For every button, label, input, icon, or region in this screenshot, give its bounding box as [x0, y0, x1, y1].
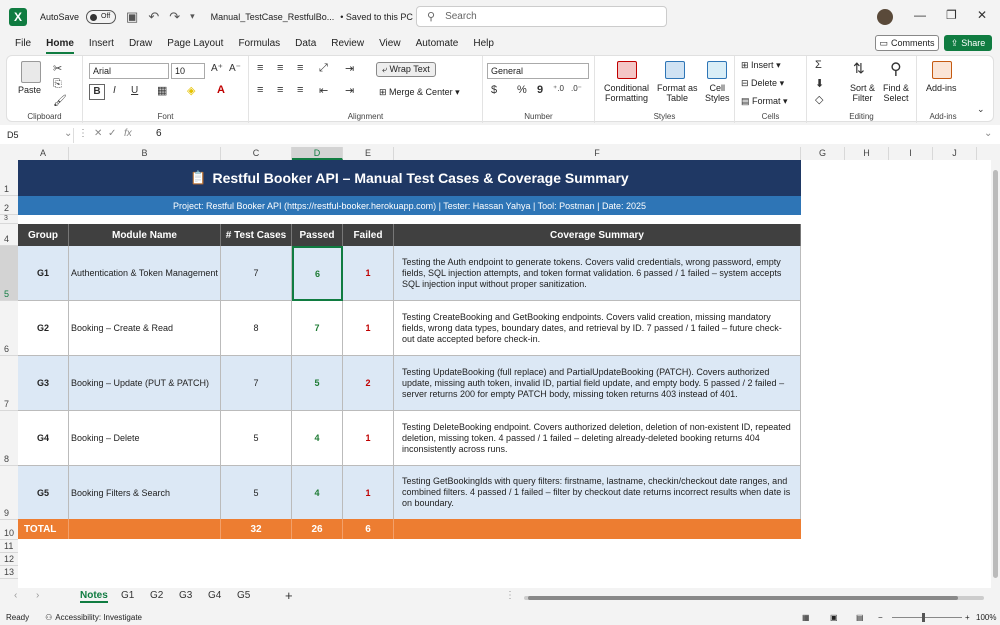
cell-styles-line2: Styles — [705, 93, 730, 103]
cell-styles-line1: Cell — [709, 83, 726, 93]
align-center-icon[interactable]: ≡ — [277, 84, 284, 96]
more-icon: ⋮ — [78, 128, 88, 139]
decrease-font-icon[interactable]: A⁻ — [229, 63, 241, 74]
merge-label: Merge & Center — [389, 87, 453, 97]
page-layout-view-icon[interactable]: ▣ — [830, 613, 838, 622]
vertical-scroll-thumb[interactable] — [993, 170, 998, 578]
comments-label: Comments — [891, 38, 935, 48]
passed-cell[interactable]: 4 — [292, 466, 343, 520]
sheet-title[interactable] — [18, 160, 801, 196]
share-icon: ⇪ — [950, 37, 959, 48]
name-box-dropdown-icon[interactable]: ⌄ — [64, 128, 73, 139]
failed-cell[interactable]: 1 — [343, 411, 394, 466]
styles-group — [595, 56, 735, 123]
summary-cell[interactable]: Testing GetBookingIds with query filters: firstname, lastname, checkin/checkout date ranges, and combined filters. 4 passed / 1 failed – filter by checkout date returns incorrect results when date is on boundary. — [394, 466, 801, 520]
horizontal-scroll-thumb[interactable] — [528, 596, 958, 600]
row-header-2[interactable]: 2 — [0, 196, 18, 215]
addins-label: Add-ins — [929, 112, 957, 121]
comments-icon: ▭ — [879, 37, 888, 48]
format-table-button[interactable] — [657, 83, 698, 103]
status-bar — [0, 610, 1000, 625]
find-select-icon: ⚲ — [890, 61, 902, 78]
alignment-group — [249, 56, 483, 123]
number-group — [483, 56, 595, 123]
indent-icon[interactable]: ⇥ — [345, 63, 355, 75]
row-header-13[interactable]: 13 — [0, 566, 18, 579]
borders-icon[interactable]: ▦ — [157, 85, 168, 97]
passed-cell[interactable]: 6 — [292, 246, 343, 301]
column-header-a[interactable]: A — [18, 147, 69, 160]
font-color-icon[interactable]: A — [217, 84, 225, 96]
header-coverage[interactable]: Coverage Summary — [394, 224, 801, 246]
cases-cell[interactable]: 5 — [221, 466, 292, 520]
insert-cells-button[interactable]: ⊞ Insert ▾ — [741, 60, 781, 70]
align-right-icon[interactable]: ≡ — [297, 84, 304, 96]
delete-cells-button[interactable]: ⊟ Delete ▾ — [741, 78, 785, 88]
confirm-entry-icon[interactable]: ✓ — [108, 128, 117, 139]
menu-draw[interactable]: Draw — [128, 38, 153, 49]
tab-g3[interactable]: G3 — [179, 590, 193, 601]
row-header-3[interactable]: 3 — [0, 215, 18, 224]
user-avatar[interactable] — [877, 9, 893, 25]
cell-styles-button[interactable] — [705, 83, 730, 103]
collapse-ribbon-icon[interactable]: ⌄ — [977, 104, 985, 114]
menu-automate[interactable]: Automate — [415, 38, 459, 49]
module-cell[interactable]: Booking – Delete — [69, 411, 221, 466]
copy-icon[interactable]: ⎘ — [53, 78, 62, 90]
zoom-slider[interactable] — [892, 617, 962, 618]
module-cell[interactable]: Booking – Update (PUT & PATCH) — [69, 356, 221, 411]
customize-toolbar-icon[interactable]: ▾ — [190, 11, 195, 21]
passed-cell[interactable]: 7 — [292, 301, 343, 356]
column-header-h[interactable]: H — [845, 147, 889, 160]
conditional-formatting-button[interactable] — [604, 83, 649, 103]
failed-cell[interactable]: 1 — [343, 246, 394, 301]
saved-status[interactable]: • Saved to this PC — [340, 11, 413, 22]
header-failed[interactable]: Failed — [343, 224, 394, 246]
clipboard-label: Clipboard — [27, 112, 62, 121]
zoom-out-icon[interactable]: − — [878, 613, 883, 622]
wrap-text-icon: ⤶ — [382, 64, 390, 74]
excel-logo-icon: X — [9, 8, 27, 26]
clipboard-group — [7, 56, 83, 123]
total-cases[interactable]: 32 — [221, 519, 292, 539]
increase-font-icon[interactable]: A⁺ — [211, 63, 223, 74]
column-header-f[interactable]: F — [394, 147, 801, 160]
restore-icon[interactable]: ❐ — [946, 8, 957, 22]
zoom-level[interactable]: 100% — [976, 613, 997, 622]
addins-button[interactable]: Add-ins — [926, 83, 957, 93]
formula-input[interactable]: 6 — [156, 128, 162, 139]
insert-cells-label: Insert — [751, 60, 774, 70]
cases-cell[interactable]: 5 — [221, 411, 292, 466]
styles-label: Styles — [653, 112, 676, 121]
decrease-decimal-icon[interactable]: .0⁻ — [571, 84, 582, 93]
row-header-6[interactable]: 6 — [0, 301, 18, 356]
addins-icon — [932, 61, 952, 79]
find-line2: Select — [883, 93, 909, 103]
merge-center-button[interactable]: ⊞ Merge & Center ▾ — [379, 87, 460, 97]
name-box[interactable]: D5 — [4, 128, 74, 143]
menu-page-layout[interactable]: Page Layout — [167, 38, 224, 49]
decrease-indent-icon[interactable]: ⇤ — [319, 85, 329, 97]
conditional-line2: Formatting — [605, 93, 649, 103]
summary-cell[interactable]: Testing DeleteBooking endpoint. Covers authorized deletion, deletion of non-existent ID, repeated deletion, missing token. 4 passed / 1 failed – deleting already-deleted booking returns 404 inconsistently across runs. — [394, 411, 801, 466]
delete-cells-label: Delete — [751, 78, 778, 88]
sort-filter-button[interactable] — [850, 83, 875, 103]
format-cells-label: Format — [752, 96, 781, 106]
align-top-icon[interactable]: ≡ — [257, 62, 264, 74]
sheet-title-text: Restful Booker API – Manual Test Cases & Coverage Summary — [212, 170, 629, 186]
clear-icon[interactable]: ◇ — [815, 94, 824, 106]
total-module-cell[interactable] — [69, 519, 221, 539]
tab-notes[interactable]: Notes — [80, 590, 108, 601]
clipboard-list-icon: 📋 — [190, 170, 207, 185]
font-size-select[interactable]: 10 — [171, 63, 205, 79]
row-header-4[interactable]: 4 — [0, 224, 18, 246]
tab-g2[interactable]: G2 — [150, 590, 164, 601]
comments-button[interactable] — [875, 35, 939, 51]
failed-cell[interactable]: 1 — [343, 301, 394, 356]
zoom-slider-thumb[interactable] — [922, 613, 925, 622]
worksheet-grid[interactable] — [18, 160, 991, 588]
search-box[interactable] — [416, 6, 667, 27]
paste-icon[interactable] — [21, 61, 41, 83]
editing-label: Editing — [849, 112, 874, 121]
format-cells-icon: ▤ — [741, 96, 753, 106]
sort-line1: Sort & — [850, 83, 876, 93]
header-test-cases[interactable]: # Test Cases — [221, 224, 292, 246]
sort-filter-icon: ⇅ — [853, 60, 865, 76]
module-cell[interactable]: Authentication & Token Management — [69, 246, 221, 301]
format-table-line1: Format as — [657, 83, 698, 93]
paste-button[interactable]: Paste — [18, 85, 42, 95]
cells-group — [735, 56, 807, 123]
format-table-icon — [665, 61, 685, 79]
font-group — [83, 56, 249, 123]
bold-button[interactable]: B — [89, 84, 105, 100]
merge-icon: ⊞ — [379, 87, 390, 97]
percent-button[interactable]: % — [517, 84, 527, 96]
total-summary-cell[interactable] — [394, 519, 801, 539]
column-header-e[interactable]: E — [343, 147, 394, 160]
failed-cell[interactable]: 2 — [343, 356, 394, 411]
number-format-select[interactable]: General — [487, 63, 589, 79]
column-header-j[interactable]: J — [933, 147, 977, 160]
prev-sheet-icon[interactable]: ‹ — [14, 590, 18, 601]
header-group[interactable]: Group — [18, 224, 69, 246]
column-header-c[interactable]: C — [221, 147, 292, 160]
row-header-1[interactable]: 1 — [0, 160, 18, 196]
passed-cell[interactable]: 4 — [292, 411, 343, 466]
column-header-d[interactable]: D — [292, 147, 343, 160]
group-cell[interactable]: G4 — [18, 411, 69, 466]
currency-button[interactable]: $ — [491, 84, 498, 96]
header-passed[interactable]: Passed — [292, 224, 343, 246]
search-icon: ⚲ — [427, 11, 436, 23]
menu-home[interactable]: Home — [46, 33, 74, 54]
conditional-line1: Conditional — [604, 83, 650, 93]
failed-cell[interactable]: 1 — [343, 466, 394, 520]
search-placeholder: Search — [445, 11, 477, 22]
summary-cell[interactable]: Testing the Auth endpoint to generate tokens. Covers valid credentials, wrong password, empty fields, SQL injection attempts, and token format validation. 6 passed / 1 failed – system accepts SQL injection input without proper sanitization. — [394, 246, 801, 301]
formula-bar — [0, 125, 1000, 144]
sort-line2: Filter — [852, 93, 873, 103]
group-cell[interactable]: G1 — [18, 246, 69, 301]
insert-function-button[interactable]: fx — [124, 128, 132, 139]
align-left-icon[interactable]: ≡ — [257, 84, 264, 96]
autosum-button[interactable]: Σ — [815, 59, 822, 71]
underline-button[interactable]: U — [131, 85, 139, 96]
fill-icon[interactable]: ⬇ — [815, 78, 825, 90]
orientation-icon[interactable]: ⤢ — [319, 62, 328, 74]
align-middle-icon[interactable]: ≡ — [277, 62, 284, 74]
group-cell[interactable]: G5 — [18, 466, 69, 520]
accessibility-icon: ⚇ — [45, 613, 53, 622]
redo-icon[interactable]: ↷ — [169, 8, 181, 24]
page-break-view-icon[interactable]: ▤ — [856, 613, 864, 622]
alignment-label: Alignment — [347, 112, 384, 121]
menu-formulas[interactable]: Formulas — [238, 38, 281, 49]
autosave-toggle[interactable]: Off — [86, 10, 116, 24]
tab-g4[interactable]: G4 — [208, 590, 222, 601]
group-cell[interactable]: G3 — [18, 356, 69, 411]
row-header-5[interactable]: 5 — [0, 246, 18, 301]
menu-file[interactable]: File — [15, 38, 32, 49]
accessibility-status[interactable]: Accessibility: Investigate — [55, 613, 142, 622]
increase-indent-icon[interactable]: ⇥ — [345, 85, 355, 97]
conditional-formatting-icon — [617, 61, 637, 79]
addins-group — [917, 56, 969, 123]
menu-help[interactable]: Help — [473, 38, 494, 49]
fill-color-icon[interactable]: ◈ — [187, 85, 196, 97]
italic-button[interactable]: I — [113, 85, 116, 96]
align-bottom-icon[interactable]: ≡ — [297, 62, 304, 74]
cancel-entry-icon[interactable]: ✕ — [94, 128, 103, 139]
number-label: Number — [524, 112, 553, 121]
expand-formula-icon[interactable]: ⌄ — [984, 128, 993, 139]
save-icon[interactable]: ▣ — [126, 8, 139, 24]
font-label: Font — [157, 112, 174, 121]
insert-cells-icon: ⊞ — [741, 60, 752, 70]
normal-view-icon[interactable]: ▦ — [802, 613, 810, 622]
editing-group — [807, 56, 917, 123]
summary-cell[interactable]: Testing CreateBooking and GetBooking endpoints. Covers valid creation, missing mandatory fields, wrong data types, boundary dates, and retrieval by ID. 7 passed / 1 failed – future check-out date accepted before check-in. — [394, 301, 801, 356]
autosave-label: AutoSave — [40, 11, 80, 22]
ribbon — [6, 55, 994, 122]
column-header-g[interactable]: G — [801, 147, 845, 160]
row-header-9[interactable]: 9 — [0, 466, 18, 520]
format-table-line2: Table — [666, 93, 689, 103]
total-passed[interactable]: 26 — [292, 519, 343, 539]
zoom-in-icon[interactable]: + — [965, 613, 970, 622]
next-sheet-icon[interactable]: › — [36, 590, 40, 601]
increase-decimal-icon[interactable]: ⁺.0 — [553, 84, 564, 93]
add-sheet-icon[interactable]: + — [285, 588, 293, 603]
row-header-8[interactable]: 8 — [0, 411, 18, 466]
wrap-text-button[interactable] — [376, 62, 436, 77]
passed-cell[interactable]: 5 — [292, 356, 343, 411]
summary-cell[interactable]: Testing UpdateBooking (full replace) and PartialUpdateBooking (PATCH). Covers authorized update, missing auth token, invalid ID, partial field update, and empty body. 5 passed / 2 failed – server returns 200 for empty PATCH body, missing token returns 403 instead of 401. — [394, 356, 801, 411]
cell-styles-icon — [707, 61, 727, 79]
file-name: Manual_TestCase_RestfulBo... — [210, 11, 335, 22]
format-painter-icon[interactable]: 🖌 — [53, 95, 67, 107]
tab-options-icon[interactable]: ⋮ — [505, 590, 515, 601]
undo-icon[interactable]: ↶ — [148, 8, 160, 24]
select-all-corner[interactable] — [0, 147, 18, 160]
format-cells-button[interactable]: ▤ Format ▾ — [741, 96, 788, 106]
find-line1: Find & — [883, 83, 910, 93]
group-cell[interactable]: G2 — [18, 301, 69, 356]
row-header-11[interactable]: 11 — [0, 540, 18, 553]
cases-cell[interactable]: 7 — [221, 246, 292, 301]
tab-g5[interactable]: G5 — [237, 590, 251, 601]
comma-button[interactable]: 9 — [537, 84, 544, 96]
header-module[interactable]: Module Name — [69, 224, 221, 246]
row-header-7[interactable]: 7 — [0, 356, 18, 411]
menu-insert[interactable]: Insert — [88, 38, 114, 49]
cases-cell[interactable]: 8 — [221, 301, 292, 356]
tab-g1[interactable]: G1 — [121, 590, 135, 601]
cells-label: Cells — [761, 112, 780, 121]
row-header-10[interactable]: 10 — [0, 520, 18, 540]
minimize-icon[interactable]: — — [914, 8, 926, 22]
status-ready: Ready — [6, 613, 30, 622]
menu-data[interactable]: Data — [295, 38, 317, 49]
menu-bar — [0, 33, 1000, 54]
cut-icon[interactable]: ✂ — [53, 63, 63, 75]
column-header-i[interactable]: I — [889, 147, 933, 160]
delete-cells-icon: ⊟ — [741, 78, 752, 88]
find-select-button[interactable] — [883, 83, 909, 103]
menu-review[interactable]: Review — [331, 38, 365, 49]
menu-view[interactable]: View — [379, 38, 401, 49]
cases-cell[interactable]: 7 — [221, 356, 292, 411]
module-cell[interactable]: Booking Filters & Search — [69, 466, 221, 520]
sheet-subtitle[interactable]: Project: Restful Booker API (https://restful-booker.herokuapp.com) | Tester: Hassan Yahya | Tool: Postman | Date: 2025 — [18, 196, 801, 215]
total-failed[interactable]: 6 — [343, 519, 394, 539]
module-cell[interactable]: Booking – Create & Read — [69, 301, 221, 356]
column-header-b[interactable]: B — [69, 147, 221, 160]
wrap-text-label: Wrap Text — [389, 64, 430, 74]
font-name-select[interactable]: Arial — [89, 63, 169, 79]
close-icon[interactable]: ✕ — [977, 8, 988, 22]
row-header-12[interactable]: 12 — [0, 553, 18, 566]
share-label: Share — [961, 38, 986, 48]
share-button[interactable] — [944, 35, 992, 51]
total-label[interactable]: TOTAL — [18, 519, 69, 539]
